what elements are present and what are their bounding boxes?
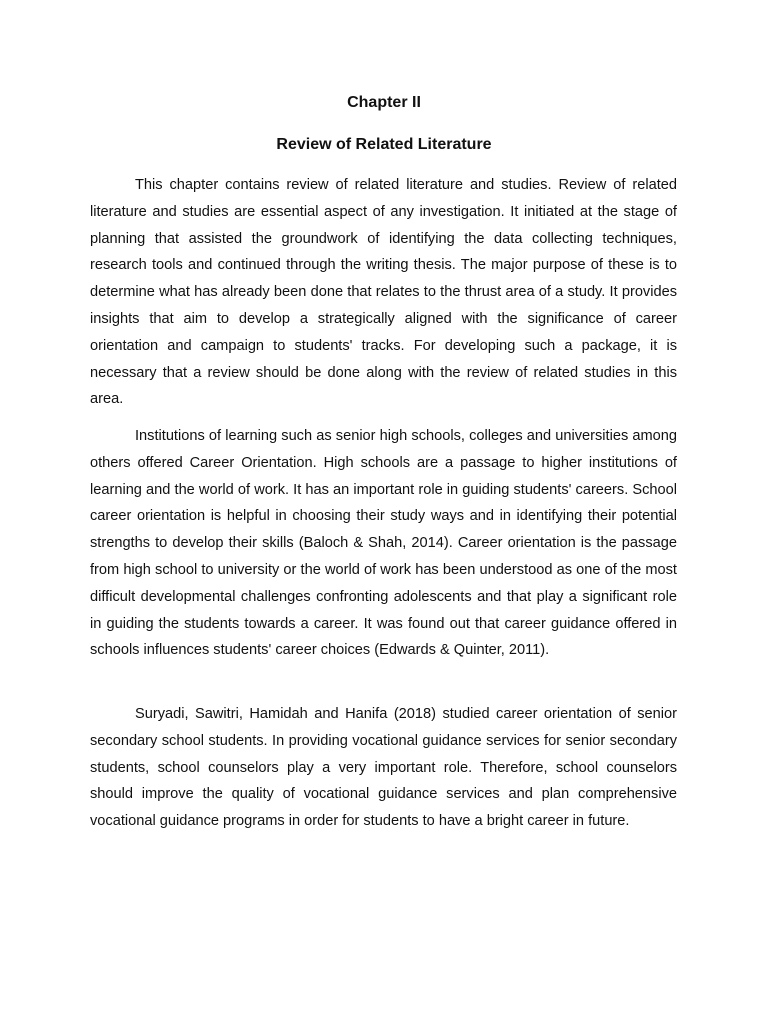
paragraph-introduction: This chapter contains review of related literature and studies. Review of related literature and studies are essential aspect of any investigation. It initiated at the stage of planning that assisted the groundwork of identifying the data collecting techniques, research tools and continued through the writing thesis. The major purpose of these is to determine what has already been done that relates to the thrust area of a study. It provides insights that aim to develop a strategically aligned with the significance of career orientation and campaign to students' tracks. For developing such a package, it is necessary that a review should be done along with the review of related studies in this area. <box>90 177 677 408</box>
paragraph-career-orientation: Institutions of learning such as senior high schools, colleges and universities among others offered Career Orientation. High schools are a passage to higher institutions of learning and the world of work. It has an important role in guiding students' careers. School career orientation is helpful in choosing their study ways and in identifying their potential strengths to develop their skills (Baloch & Shah, 2014). Career orientation is the passage from high school to university or the world of work has been understood as one of the most difficult developmental challenges confronting adolescents and that play a significant role in guiding the students towards a career. It was found out that career guidance offered in schools influences students' career choices (Edwards & Quinter, 2011). <box>90 428 677 659</box>
paragraph-suryadi-study: Suryadi, Sawitri, Hamidah and Hanifa (2018) studied career orientation of senior secondary school students. In providing vocational guidance services for senior secondary students, school counselors play a very important role. Therefore, school counselors should improve the quality of vocational guidance services and plan comprehensive vocational guidance programs in order for students to have a bright career in future. <box>90 706 677 830</box>
section-title: Review of Related Literature <box>276 136 492 153</box>
chapter-heading: Chapter II <box>347 94 421 111</box>
